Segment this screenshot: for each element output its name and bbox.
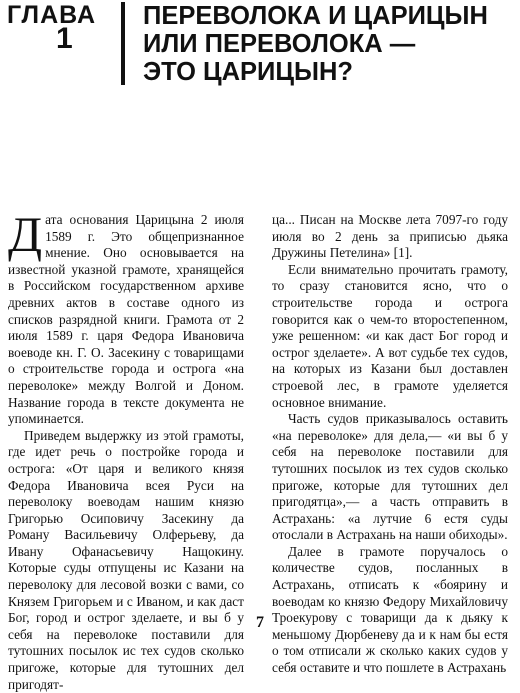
page-number: 7 (256, 614, 264, 631)
chapter-label: ГЛАВА (7, 1, 97, 29)
chapter-number: 1 (56, 22, 73, 55)
chapter-title (143, 2, 518, 86)
chapter-header (0, 0, 520, 95)
paragraph: Часть судов приказывалось оставить «на переволоке» для дела,— «и вы б у себя на переволоке поставили для тутошних посылок из тех судов сколько пригоже, которые для тутошних дел пригодятца»,— а часть отправить в Астрахань: «а лутчие 6 естя суды отослали в Астрахань на наши обиходы». (272, 411, 508, 543)
paragraph-text: ата основания Царицына 2 июля 1589 г. Это общепризнанное мнение. Оно основывается на известной указной грамоте, хранящейся в Российском государственном архиве древних актов в составе одного из списков разрядной книги. Грамота от 2 июля 1589 г. царя Федора Ивановича воеводе кн. Г. О. Засекину с товарищами о строительстве города и острога «на переволоке» между Волгой и Доном. Название города в тексте документа не упоминается. (8, 212, 244, 427)
paragraph: Далее в грамоте поручалось о количестве судов, посланных в Астрахань, отписать к «боярину и воеводам ко князю Федору Михайловичу Троекурову с товарищи да к дьяку к меньшому Дюрбеневу да и к нам бы естя о том отписали ж сколько каких судов у себя оставите и что пошлете в Астрахань (272, 543, 508, 676)
header-divider (121, 2, 125, 85)
chapter-title-line: ЭТО ЦАРИЦЫН? (143, 58, 353, 86)
drop-cap: Д (8, 206, 43, 262)
paragraph: Если внимательно прочитать грамоту, то сразу становится ясно, что о строительстве города и острога говорится как о чем-то второстепенном, уже решенном: «и как даст Бог город и острог зделаете». А вот судьбе тех судов, на которых из Казани был доставлен строевой лес, в грамоте уделяется основное внимание. (272, 261, 508, 410)
chapter-title-line: ИЛИ ПЕРЕВОЛОКА — (143, 30, 416, 58)
paragraph: ца... Писан на Москве лета 7097-го году июля во 2 день за приписью дьяка Дружины Петелина» [1]. (272, 212, 508, 261)
text-column-right (272, 212, 508, 677)
paragraph: Приведем выдержку из этой грамоты, где идет речь о постройке города и острога: «От царя и великого князя Федора Ивановича всея Руси на переволоку воеводам нашим князю Григорью Осиповичу Засекину да Роману Васильевичу Олферьеву, да Ивану Офанасьевичу Нащокину. Которые суды отпущены ис Казани на переволоку для лесовой возки с вами, со Князем Григорьем и с Иваном, и как даст Бог, город и острог зделаете, и вы б у себя на переволоке поставили для тутошних посылок ис тех судов сколько пригоже, которые для тутошних дел пригодят- (8, 427, 244, 692)
paragraph (8, 206, 244, 428)
chapter-title-line: ПЕРЕВОЛОКА И ЦАРИЦЫН (143, 2, 488, 30)
